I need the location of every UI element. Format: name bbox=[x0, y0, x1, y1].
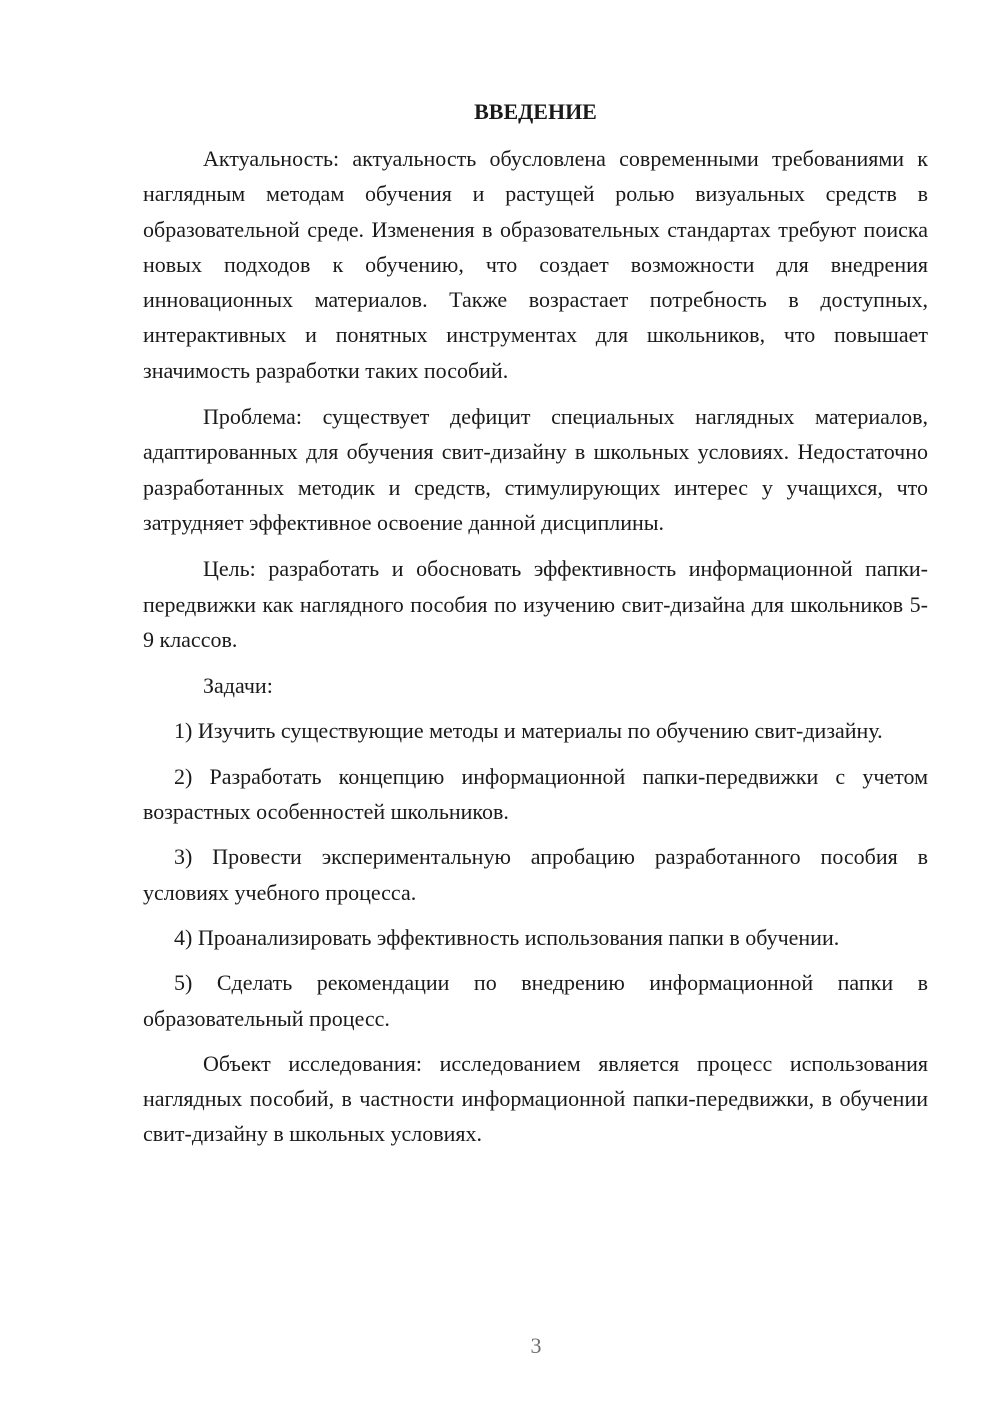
object-paragraph: Объект исследования: исследованием является процесс использования наглядных пособий, в частности информационной папки-передвижки, в обучении свит-дизайну в школьных условиях. bbox=[143, 1050, 928, 1147]
goal-paragraph: Цель: разработать и обосновать эффективность информационной папки-передвижки как наглядного пособия по изучению свит-дизайна для школьников 5-9 классов. bbox=[143, 556, 928, 652]
task-item: 3) Провести экспериментальную апробацию разработанного пособия в условиях учебного процесса. bbox=[143, 844, 928, 905]
relevance-paragraph: Актуальность: актуальность обусловлена современными требованиями к наглядным методам обучения и растущей ролью визуальных средств в образовательной среде. Изменения в образовательных стандартах требуют поиска новых подходов к обучению, что создает возможности для внедрения инновационных материалов. Также возрастает потребность в доступных, интерактивных и понятных инструментах для школьников, что повышает значимость разработки таких пособий. bbox=[143, 146, 928, 383]
section-title: ВВЕДЕНИЕ bbox=[474, 99, 597, 124]
tasks-label: Задачи: bbox=[203, 673, 273, 699]
page-content bbox=[143, 94, 928, 1163]
task-item: 2) Разработать концепцию информационной папки-передвижки с учетом возрастных особенностей школьников. bbox=[143, 763, 928, 825]
task-item: 1) Изучить существующие методы и материалы по обучению свит-дизайну. bbox=[174, 718, 883, 744]
task-item: 5) Сделать рекомендации по внедрению информационной папки в образовательный процесс. bbox=[143, 970, 928, 1031]
page-number: 3 bbox=[530, 1333, 542, 1358]
problem-paragraph: Проблема: существует дефицит специальных наглядных материалов, адаптированных для обучения свит-дизайну в школьных условиях. Недостаточно разработанных методик и средств, стимулирующих интерес у учащихся, что затрудняет эффективное освоение данной дисциплины. bbox=[143, 404, 928, 535]
task-item: 4) Проанализировать эффективность использования папки в обучении. bbox=[174, 924, 840, 950]
